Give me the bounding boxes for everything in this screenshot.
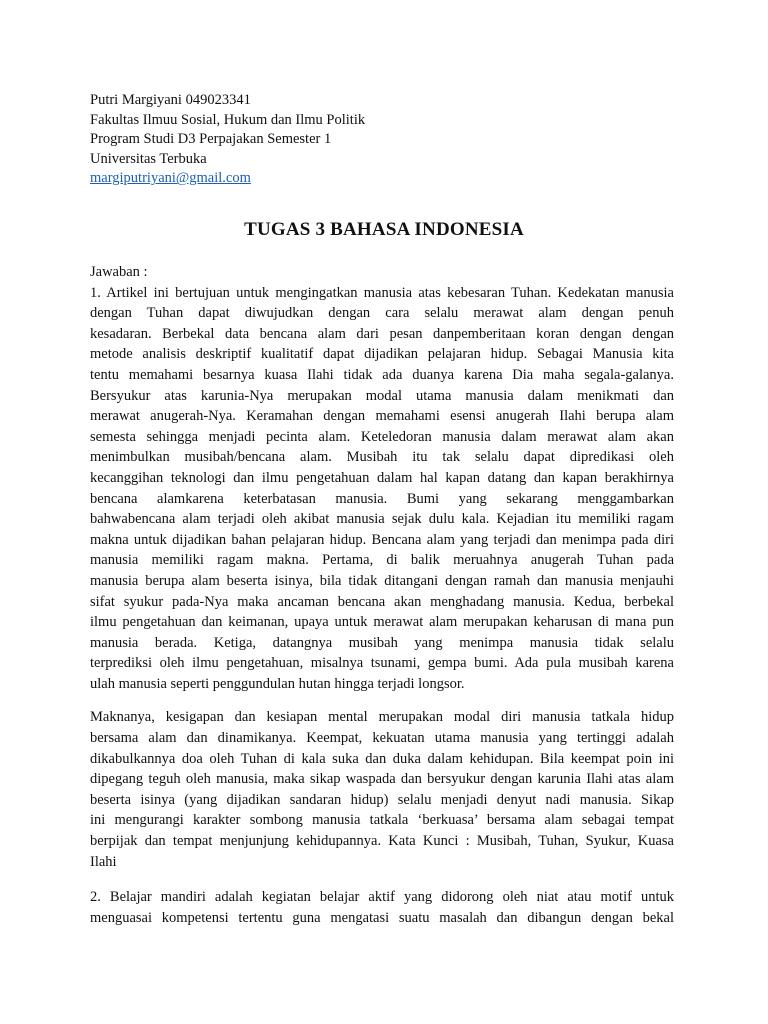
text-line: manusia berada. Ketiga, datangnya musibah yang menimpa manusia tidak selalu [90,634,674,651]
text-line: semesta sehingga menjadi pecinta alam. Keteledoran manusia dalam merawat alam akan [90,428,674,445]
text-line: menimbulkan musibah/bencana alam. Musibah itu tak selalu dapat dipredikasi oleh [90,449,674,466]
program-line: Program Studi D3 Perpajakan Semester 1 [90,131,332,148]
paragraph-2 [90,707,674,872]
document-title: TUGAS 3 BAHASA INDONESIA [244,219,524,240]
email-link[interactable]: margiputriyani@gmail.com [90,170,251,187]
document-body [90,262,674,928]
text-line: tentu memahami besarnya kuasa Ilahi tidak ada duanya karena Dia maha segala-galanya. [90,366,674,383]
text-line: 2. Belajar mandiri adalah kegiatan belajar aktif yang didorong oleh niat atau motif untuk [90,889,674,906]
text-line: manusia memiliki ragam makna. Pertama, di balik meruahnya anugerah Tuhan pada [90,552,674,569]
author-header [90,91,365,189]
text-line: makna untuk dijadikan bahan pelajaran hidup. Bencana alam yang terjadi dan menimpa pada diri [90,531,674,548]
text-line: merawat anugerah-Nya. Keramahan dengan memahami esensi anugerah Ilahi berupa alam [90,408,674,425]
text-line: ilmu pengetahuan dan keimanan, upaya untuk merawat alam merupakan keharusan di mana pun [90,614,674,631]
text-line: bencana alamkarena keterbatasan manusia. Bumi yang sekarang menggambarkan [90,490,674,507]
text-line: dipegang teguh oleh manusia, maka sikap waspada dan bersyukur dengan karunia Ilahi atas alam [90,771,674,788]
text-line: ulah manusia seperti penggundulan hutan hingga terjadi longsor. [90,675,465,692]
answer-label: Jawaban : [90,264,148,280]
text-line: kesadaran. Berbekal data bencana alam dari pesan danpemberitaan koran dengan dengan [90,325,674,342]
text-line: manusia berupa alam beserta isinya, bila tidak ditangani dengan ramah dan manusia menjauhi [90,572,674,589]
author-name-line: Putri Margiyani 049023341 [90,92,251,108]
text-line: sifat syukur pada-Nya maka ancaman bencana akan menghadang manusia. Kedua, berbekal [90,593,674,610]
text-line: bahwabencana alam terjadi oleh akibat manusia sejak dulu kala. Kejadian itu memiliki ragam [90,511,674,528]
text-line: dikabulkannya doa oleh Tuhan di kala suka dan duka dalam kehidupan. Bila keempat poin ini [90,750,674,767]
text-line: beserta isinya (yang dijadikan sandaran hidup) selalu menjadi denyut nadi manusia. Sikap [90,791,674,808]
paragraph-1 [90,283,674,695]
text-line: ini mengurangi karakter sombong manusia tatkala ‘berkuasa’ bersama alam sebagai tempat [90,812,674,829]
paragraph-3 [90,887,674,928]
text-line: berpijak dan tempat menjunjung kehidupannya. Kata Kunci : Musibah, Tuhan, Syukur, Kuasa [90,833,674,850]
text-line: metode analisis deskriptif kualitatif dapat dijadikan pelajaran hidup. Sebagai Manusia kita [90,346,674,363]
text-line: kecanggihan teknologi dan ilmu pengetahuan dalam hal kapan datang dan kapan berakhirnya [90,469,674,486]
text-line: bersama alam dan dinamikanya. Keempat, kekuatan utama manusia yang tertinggi adalah [90,730,674,747]
text-line: Bersyukur atas karunia-Nya merupakan modal utama manusia dalam menikmati dan [90,387,674,404]
faculty-line: Fakultas Ilmuu Sosial, Hukum dan Ilmu Politik [90,111,366,128]
university-line: Universitas Terbuka [90,150,207,167]
text-line: Maknanya, kesigapan dan kesiapan mental merupakan modal diri manusia tatkala hidup [90,709,674,726]
text-line: menguasai kompetensi tertentu guna mengatasi suatu masalah dan dibangun dengan bekal [90,909,674,926]
text-line: 1. Artikel ini bertujuan untuk mengingatkan manusia atas kebesaran Tuhan. Kedekatan manusia [90,284,674,301]
text-line: Ilahi [90,853,117,870]
text-line: terprediksi oleh ilmu pengetahuan, misalnya tsunami, gempa bumi. Ada pula musibah karena [90,655,674,672]
text-line: dengan Tuhan dapat diwujudkan dengan cara selalu merawat alam dengan penuh [90,305,674,322]
